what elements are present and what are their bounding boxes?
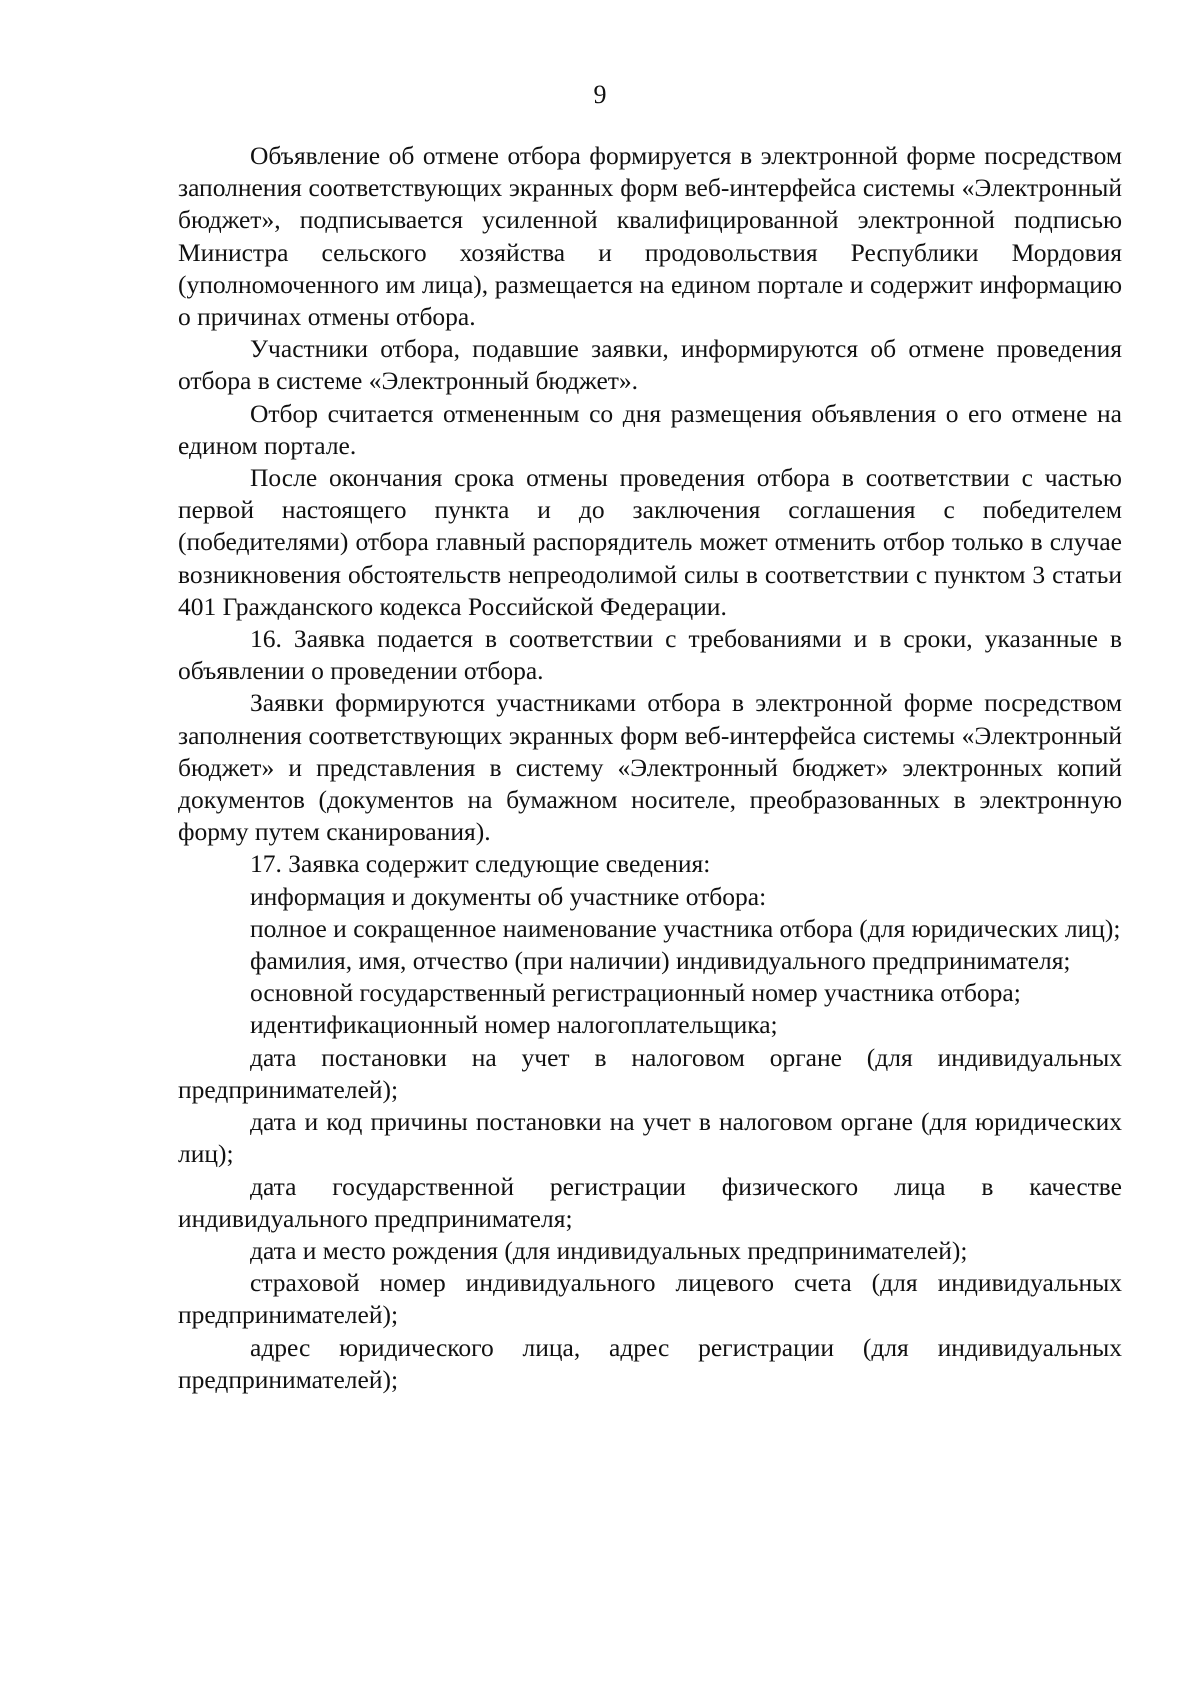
list-item: идентификационный номер налогоплательщика; xyxy=(250,1010,778,1040)
paragraph: информация и документы об участнике отбора: xyxy=(250,881,767,911)
paragraph: После окончания срока отмены проведения отбора в соответствии с частью первой настоящего пункта и до заключения соглашения с победителем (победителями) отбора главный распорядитель может отменить отбор только в случае возникновения обстоятельств непреодолимой силы в соответствии с пунктом 3 статьи 401 Гражданского кодекса Российской Федерации. xyxy=(178,463,1122,621)
list-item: полное и сокращенное наименование участника отбора (для юридических лиц); xyxy=(250,913,1121,943)
paragraph: Отбор считается отмененным со дня размещения объявления о его отмене на едином портале. xyxy=(178,398,1122,460)
list-item: страховой номер индивидуального лицевого счета (для индивидуальных предпринимателей); xyxy=(178,1268,1122,1330)
paragraph: Заявки формируются участниками отбора в электронной форме посредством заполнения соответствующих экранных форм веб-интерфейса системы «Электронный бюджет» и представления в систему «Электронный бюджет» электронных копий документов (документов на бумажном носителе, преобразованных в электронную форму путем сканирования). xyxy=(178,688,1122,847)
list-item: дата и код причины постановки на учет в налоговом органе (для юридических лиц); xyxy=(178,1107,1122,1169)
page-number: 9 xyxy=(593,80,607,109)
paragraph: Объявление об отмене отбора формируется в электронной форме посредством заполнения соответствующих экранных форм веб-интерфейса системы «Электронный бюджет», подписывается усиленной квалифицированной электронной подписью Министра сельского хозяйства и продовольствия Республики Мордовия (уполномоченного им лица), размещается на едином портале и содержит информацию о причинах отмены отбора. xyxy=(178,141,1122,332)
paragraph: 17. Заявка содержит следующие сведения: xyxy=(250,849,711,879)
list-item: дата государственной регистрации физического лица в качестве индивидуального предпринимателя; xyxy=(178,1171,1122,1233)
paragraph: Участники отбора, подавшие заявки, информируются об отмене проведения отбора в системе «Электронный бюджет». xyxy=(178,334,1122,396)
document-body xyxy=(178,140,1122,1396)
list-item: основной государственный регистрационный номер участника отбора; xyxy=(250,978,1021,1008)
list-item: фамилия, имя, отчество (при наличии) индивидуального предпринимателя; xyxy=(250,946,1071,976)
list-item: адрес юридического лица, адрес регистрации (для индивидуальных предпринимателей); xyxy=(178,1332,1122,1394)
list-item: дата и место рождения (для индивидуальных предпринимателей); xyxy=(250,1235,968,1265)
list-item: дата постановки на учет в налоговом органе (для индивидуальных предпринимателей); xyxy=(178,1042,1122,1104)
paragraph: 16. Заявка подается в соответствии с требованиями и в сроки, указанные в объявлении о проведении отбора. xyxy=(178,624,1122,686)
